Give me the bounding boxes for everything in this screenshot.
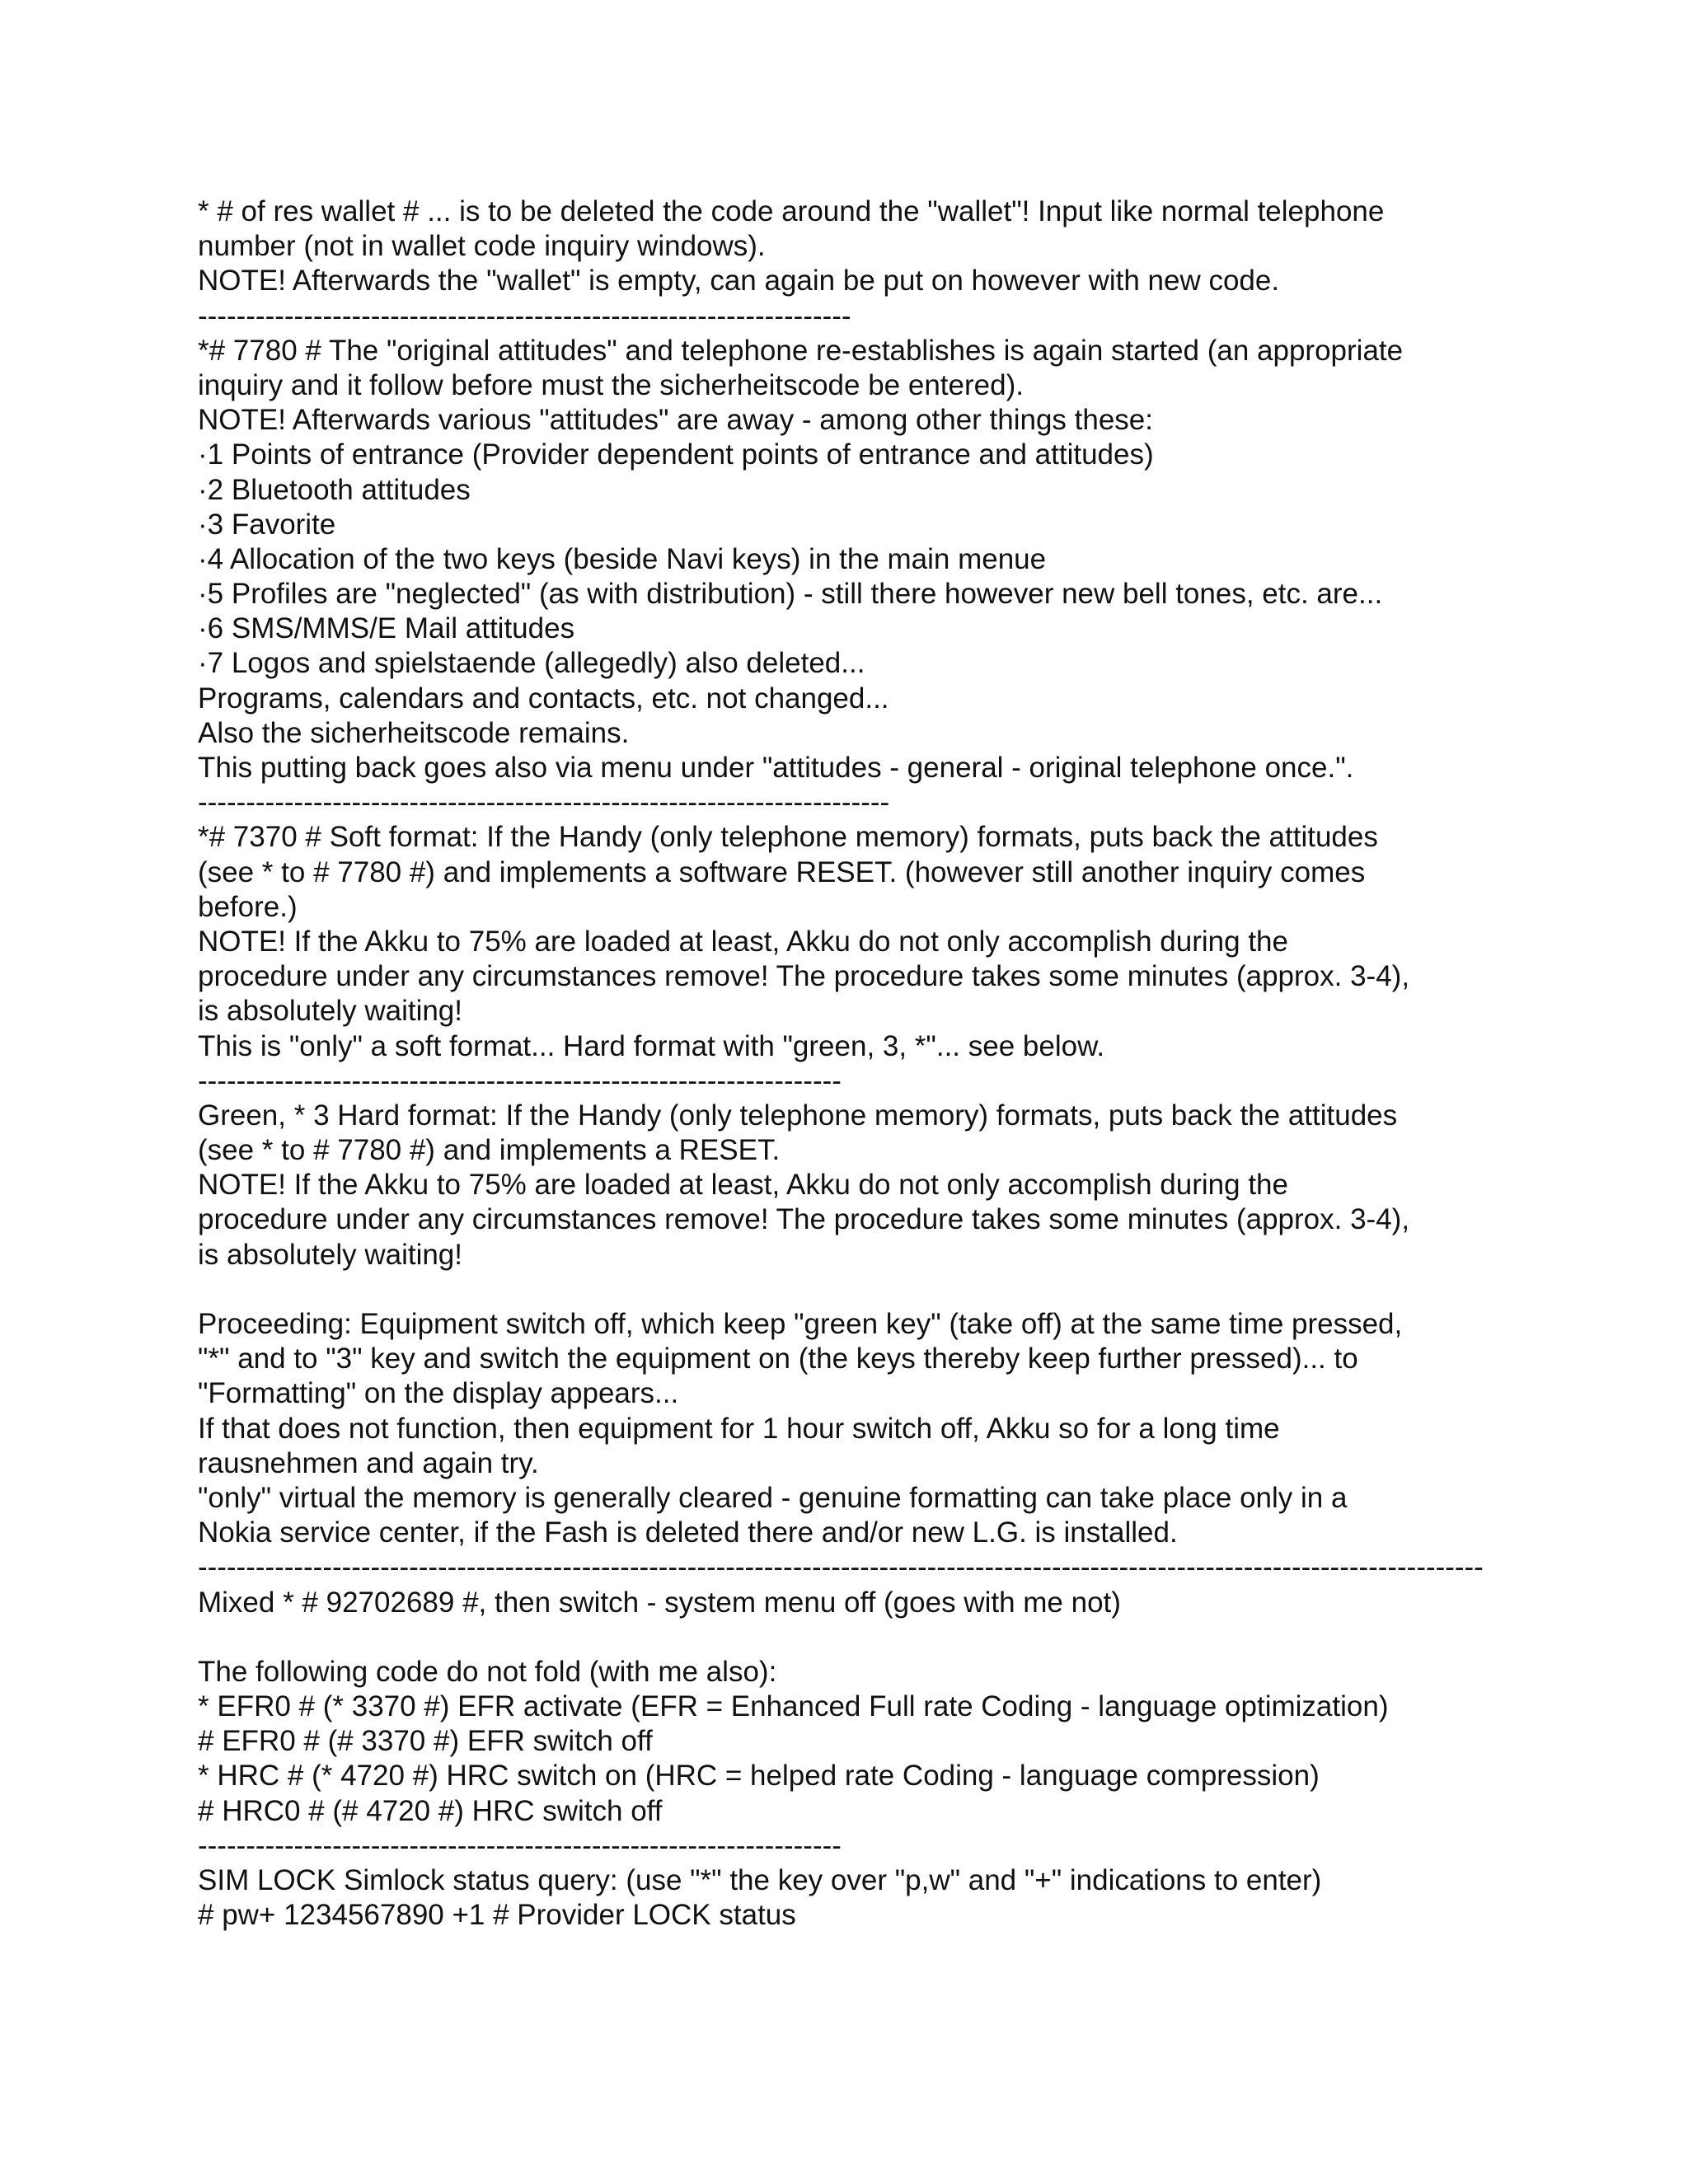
text-line: # HRC0 # (# 4720 #) HRC switch off <box>198 1794 663 1827</box>
text-line: NOTE! If the Akku to 75% are loaded at least, Akku do not only accomplish during the <box>198 1169 1288 1202</box>
text-line: "*" and to "3" key and switch the equipment on (the keys thereby keep further pressed)... to <box>198 1343 1358 1376</box>
text-line: "Formatting" on the display appears... <box>198 1377 679 1410</box>
text-line: is absolutely waiting! <box>198 995 462 1028</box>
text-line: SIM LOCK Simlock status query: (use "*" the key over "p,w" and "+" indications to enter) <box>198 1864 1322 1896</box>
text-line: NOTE! Afterwards the "wallet" is empty, can again be put on however with new code. <box>198 265 1280 298</box>
text-line: (see * to # 7780 #) and implements a RESET. <box>198 1134 781 1167</box>
text-line: procedure under any circumstances remove! The procedure takes some minutes (approx. 3-4), <box>198 960 1410 993</box>
text-line: ·1 Points of entrance (Provider dependent points of entrance and attitudes) <box>198 438 1154 471</box>
text-line: (see * to # 7780 #) and implements a software RESET. (however still another inquiry comes <box>198 855 1366 888</box>
text-line: -------------------------------------------------------------------------------------------------------------------------------------- <box>198 1551 1484 1584</box>
text-line: number (not in wallet code inquiry windows). <box>198 230 766 263</box>
text-line: # EFR0 # (# 3370 #) EFR switch off <box>198 1725 653 1758</box>
text-line: *# 7370 # Soft format: If the Handy (only telephone memory) formats, puts back the attitudes <box>198 821 1378 854</box>
text-line: is absolutely waiting! <box>198 1238 462 1271</box>
text-line: ·5 Profiles are "neglected" (as with distribution) - still there however new bell tones, etc. are... <box>198 578 1383 611</box>
text-line <box>198 1620 1484 1655</box>
text-line: ·7 Logos and spielstaende (allegedly) also deleted... <box>198 647 865 680</box>
text-line: rausnehmen and again try. <box>198 1446 539 1479</box>
text-line: * EFR0 # (* 3370 #) EFR activate (EFR = Enhanced Full rate Coding - language optimization) <box>198 1690 1389 1723</box>
text-line: before.) <box>198 890 298 923</box>
text-line <box>198 1272 1484 1307</box>
text-line: "only" virtual the memory is generally cleared - genuine formatting can take place only in a <box>198 1481 1348 1514</box>
text-line: Proceeding: Equipment switch off, which keep "green key" (take off) at the same time pressed, <box>198 1308 1403 1340</box>
text-line: procedure under any circumstances remove! The procedure takes some minutes (approx. 3-4), <box>198 1203 1410 1236</box>
text-line: ------------------------------------------------------------------- <box>198 1829 842 1862</box>
document-body <box>198 194 1484 1933</box>
text-line: ------------------------------------------------------------------------ <box>198 786 890 819</box>
text-line: ------------------------------------------------------------------- <box>198 1064 842 1097</box>
text-line: If that does not function, then equipment for 1 hour switch off, Akku so for a long time <box>198 1412 1280 1445</box>
text-line: ·4 Allocation of the two keys (beside Navi keys) in the main menue <box>198 542 1047 575</box>
text-line: The following code do not fold (with me also): <box>198 1655 777 1688</box>
text-line: inquiry and it follow before must the sicherheitscode be entered). <box>198 368 1024 401</box>
text-line: * HRC # (* 4720 #) HRC switch on (HRC = helped rate Coding - language compression) <box>198 1760 1320 1793</box>
text-line: ·3 Favorite <box>198 508 336 541</box>
text-line: *# 7780 # The "original attitudes" and telephone re-establishes is again started (an appropriate <box>198 334 1404 367</box>
text-line: Green, * 3 Hard format: If the Handy (only telephone memory) formats, puts back the attitudes <box>198 1099 1398 1132</box>
text-line: Mixed * # 92702689 #, then switch - system menu off (goes with me not) <box>198 1586 1121 1619</box>
text-line: NOTE! Afterwards various "attitudes" are away - among other things these: <box>198 404 1153 437</box>
text-line: Also the sicherheitscode remains. <box>198 716 630 749</box>
text-line: Nokia service center, if the Fash is deleted there and/or new L.G. is installed. <box>198 1516 1178 1549</box>
text-line: ·6 SMS/MMS/E Mail attitudes <box>198 612 575 645</box>
text-line: Programs, calendars and contacts, etc. not changed... <box>198 682 889 715</box>
text-line: -------------------------------------------------------------------- <box>198 299 851 332</box>
text-line: This is "only" a soft format... Hard format with "green, 3, *"... see below. <box>198 1029 1105 1062</box>
text-line: NOTE! If the Akku to 75% are loaded at least, Akku do not only accomplish during the <box>198 925 1288 958</box>
text-line: This putting back goes also via menu under "attitudes - general - original telephone once.". <box>198 752 1354 784</box>
text-line: * # of res wallet # ... is to be deleted the code around the "wallet"! Input like normal telephone <box>198 195 1385 227</box>
text-line: # pw+ 1234567890 +1 # Provider LOCK status <box>198 1899 796 1932</box>
text-line: ·2 Bluetooth attitudes <box>198 473 471 506</box>
